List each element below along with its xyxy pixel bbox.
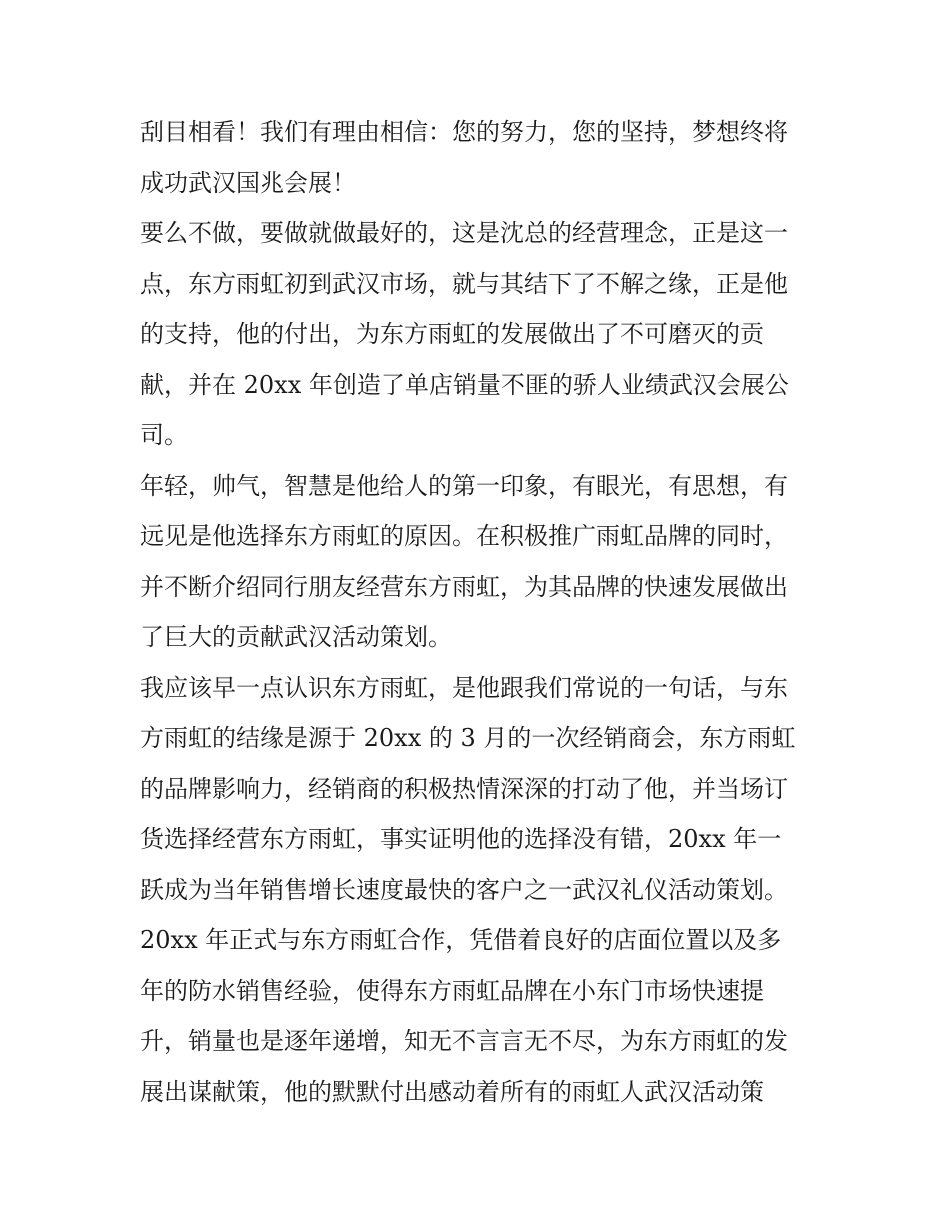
document-body xyxy=(140,107,812,1117)
text-line: 远见是他选择东方雨虹的原因。在积极推广雨虹品牌的同时， xyxy=(140,522,788,550)
text-line: 我应该早一点认识东方雨虹，是他跟我们常说的一句话，与东 xyxy=(140,673,788,702)
text-line: 了巨大的贡献武汉活动策划。 xyxy=(140,623,452,651)
text-line: 展出谋献策，他的默默付出感动着所有的雨虹人武汉活动策 xyxy=(140,1077,764,1106)
text-line: 司。 xyxy=(140,421,188,449)
text-line: 跃成为当年销售增长速度最快的客户之一武汉礼仪活动策划。 xyxy=(140,875,788,904)
text-line: 并不断介绍同行朋友经营东方雨虹，为其品牌的快速发展做出 xyxy=(140,572,788,601)
text-line: 货选择经营东方雨虹，事实证明他的选择没有错，20xx 年一 xyxy=(140,825,782,853)
text-line: 20xx 年正式与东方雨虹合作，凭借着良好的店面位置以及多 xyxy=(140,926,782,954)
text-line: 献，并在 20xx 年创造了单店销量不匪的骄人业绩武汉会展公 xyxy=(140,370,789,399)
text-line: 的品牌影响力，经销商的积极热情深深的打动了他，并当场订 xyxy=(140,774,788,803)
text-line: 点，东方雨虹初到武汉市场，就与其结下了不解之缘，正是他 xyxy=(140,269,788,298)
text-line: 要么不做，要做就做最好的，这是沈总的经营理念，正是这一 xyxy=(140,219,788,247)
text-line: 的支持，他的付出，为东方雨虹的发展做出了不可磨灭的贡 xyxy=(140,320,764,348)
text-line: 升，销量也是逐年递增，知无不言言无不尽，为东方雨虹的发 xyxy=(140,1027,788,1055)
text-line: 成功武汉国兆会展！ xyxy=(140,168,356,197)
text-line: 刮目相看！我们有理由相信：您的努力，您的坚持，梦想终将 xyxy=(140,118,788,146)
text-line: 方雨虹的结缘是源于 20xx 的 3 月的一次经销商会，东方雨虹 xyxy=(140,724,796,752)
text-line: 年的防水销售经验，使得东方雨虹品牌在小东门市场快速提 xyxy=(140,976,764,1005)
text-line: 年轻，帅气，智慧是他给人的第一印象，有眼光，有思想，有 xyxy=(140,471,788,500)
